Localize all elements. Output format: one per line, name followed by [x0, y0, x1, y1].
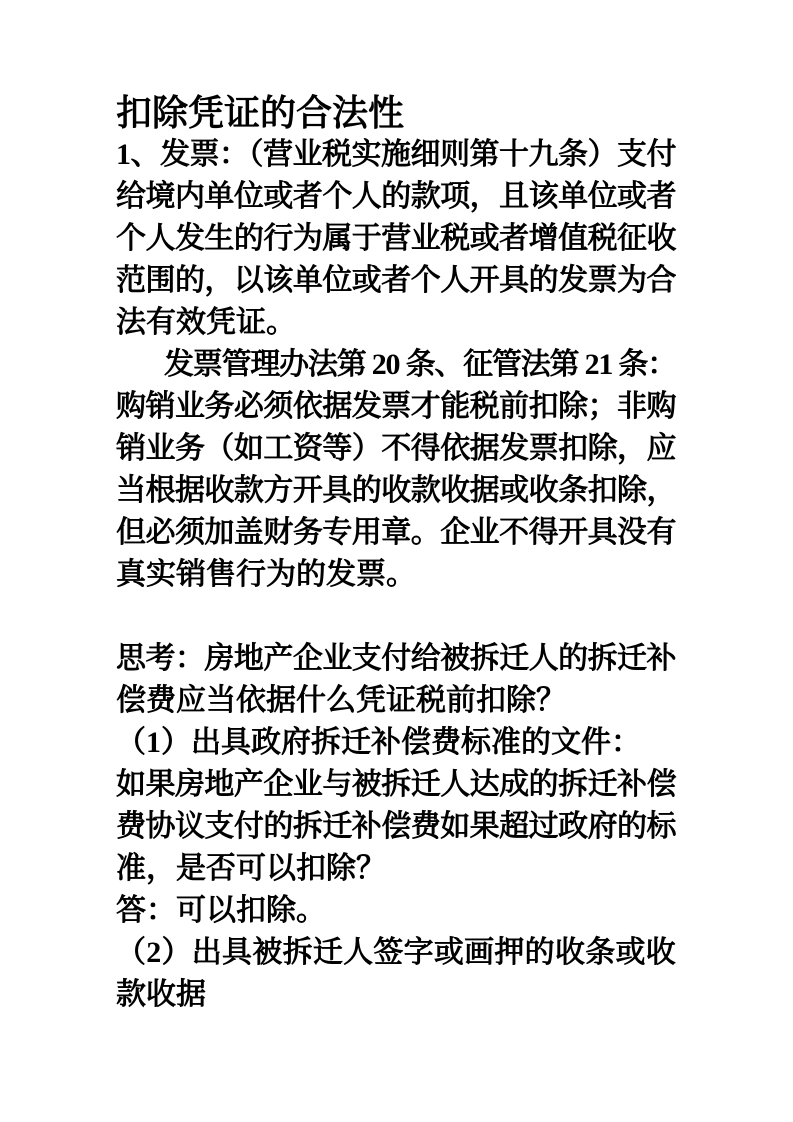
text-run: 当根据收款方开具的收款收据或收条扣除， [116, 474, 676, 507]
text-run: 销业务（如工资等）不得依据发票扣除，应 [116, 432, 676, 465]
text-run: 但必须加盖财务专用章。企业不得开具没有 [116, 516, 676, 549]
text-run: 真实销售行为的发票。 [116, 558, 416, 591]
para-invoice-management-line-4 [116, 470, 676, 512]
para-invoice-management-line-2 [116, 386, 676, 428]
text-run: 答：可以扣除。 [116, 894, 326, 927]
spacer-line-1 [116, 596, 676, 638]
text-run: 费协议支付的拆迁补偿费如果超过政府的标 [116, 810, 676, 843]
text-run: 扣除凭证的合法性 [116, 93, 405, 133]
text-run: 准，是否可以扣除？ [116, 852, 386, 885]
text-run: 法有效凭证。 [116, 306, 296, 339]
text-run: 偿费应当依据什么凭证税前扣除？ [116, 684, 566, 717]
para-invoice-rule-line-5 [116, 302, 676, 344]
para-invoice-management-line-1 [116, 344, 676, 386]
para-item-1-detail-line-3 [116, 848, 676, 890]
text-run: 1、发票：（营业税实施细则第十九条）支付 [116, 138, 676, 171]
para-item-1-detail-line-1 [116, 764, 676, 806]
text-run: 给境内单位或者个人的款项，且该单位或者 [116, 180, 676, 213]
para-invoice-rule-line-1 [116, 134, 676, 176]
text-run: （1）出具政府拆迁补偿费标准的文件： [116, 726, 641, 759]
para-answer-line-1 [116, 890, 676, 932]
para-question-line-1 [116, 638, 676, 680]
para-item-1-detail-line-2 [116, 806, 676, 848]
para-item-2-line-1 [116, 932, 676, 974]
text-run: 购销业务必须依据发票才能税前扣除；非购 [116, 390, 676, 423]
para-invoice-rule-line-4 [116, 260, 676, 302]
text-run: 款收据 [116, 978, 206, 1011]
text-run: 如果房地产企业与被拆迁人达成的拆迁补偿 [116, 768, 676, 801]
text-run: 个人发生的行为属于营业税或者增值税征收 [116, 222, 676, 255]
para-invoice-management-line-6 [116, 554, 676, 596]
document-text-block [116, 92, 676, 1016]
text-run: 发票管理办法第 20 条、征管法第 21 条： [164, 348, 676, 381]
para-item-1-line-1 [116, 722, 676, 764]
heading-line-1 [116, 92, 676, 134]
para-invoice-management-line-5 [116, 512, 676, 554]
para-question-line-2 [116, 680, 676, 722]
para-invoice-management-line-3 [116, 428, 676, 470]
text-run: （2）出具被拆迁人签字或画押的收条或收 [116, 936, 676, 969]
text-run: 思考：房地产企业支付给被拆迁人的拆迁补 [116, 642, 676, 675]
text-run: 范围的，以该单位或者个人开具的发票为合 [116, 264, 676, 297]
para-item-2-line-2 [116, 974, 676, 1016]
para-invoice-rule-line-3 [116, 218, 676, 260]
para-invoice-rule-line-2 [116, 176, 676, 218]
